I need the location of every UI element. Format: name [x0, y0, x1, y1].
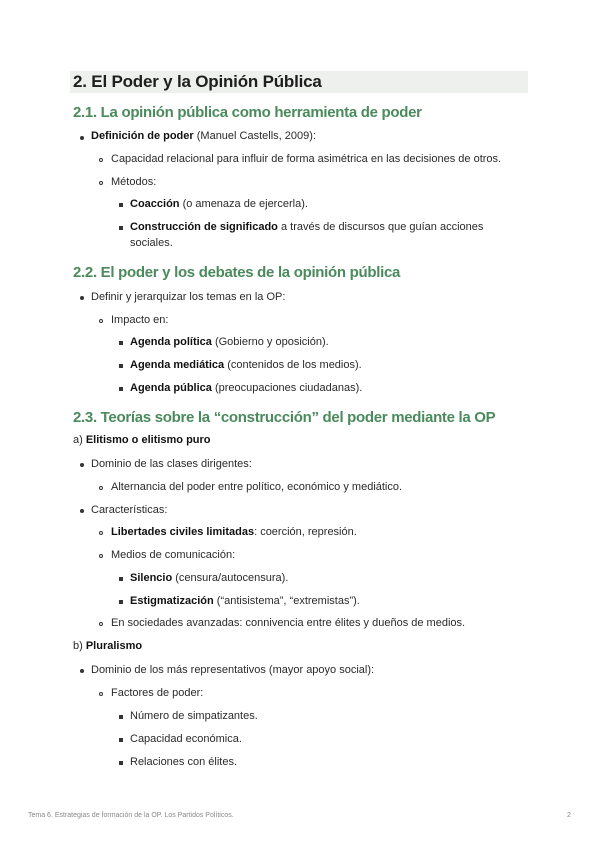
list-item-impacto: Impacto en:: [111, 314, 169, 326]
bullet-square: [119, 226, 123, 230]
list-item-capacidad: Capacidad relacional para influir de forma asimétrica en las decisiones de otros.: [111, 153, 502, 165]
subheading-a: [73, 433, 211, 448]
list-item-construccion: [130, 220, 483, 235]
bullet-circle: [99, 319, 103, 323]
text: b): [73, 640, 86, 652]
bold-term: Agenda mediática: [130, 359, 225, 371]
list-item-metodos: Métodos:: [111, 176, 157, 188]
page-number: 2: [567, 812, 571, 819]
section-heading: 2. El Poder y la Opinión Pública: [70, 71, 528, 93]
list-item-factor-3: Relaciones con élites.: [130, 756, 238, 768]
subsection-heading-2-1: 2.1. La opinión pública como herramienta de poder: [73, 104, 422, 121]
bullet-circle: [99, 486, 103, 490]
bullet-circle: [99, 531, 103, 535]
bullet-square: [119, 715, 123, 719]
list-item-factor-1: Número de simpatizantes.: [130, 710, 258, 722]
bold-term: Silencio: [130, 572, 173, 584]
text: : coerción, represión.: [254, 526, 357, 538]
list-item-sociedades: En sociedades avanzadas: connivencia entre élites y dueños de medios.: [111, 617, 466, 629]
text: (“antisistema”, “extremistas”).: [213, 595, 360, 607]
bullet-square: [119, 387, 123, 391]
list-item-definir: Definir y jerarquizar los temas en la OP:: [91, 291, 286, 303]
bold-term: Pluralismo: [85, 640, 143, 652]
bullet-square: [119, 341, 123, 345]
text: (preocupaciones ciudadanas).: [211, 382, 363, 394]
subsection-heading-2-2: 2.2. El poder y los debates de la opinión pública: [73, 264, 401, 281]
list-item-medios: Medios de comunicación:: [111, 549, 236, 561]
list-item-factor-2: Capacidad económica.: [130, 733, 242, 745]
bullet-disc: [80, 669, 84, 673]
list-item-factores: Factores de poder:: [111, 687, 204, 699]
list-item-agenda-publica: [130, 381, 362, 396]
bold-term: Coacción: [130, 198, 180, 210]
bullet-square: [119, 203, 123, 207]
subsection-heading-2-3: 2.3. Teorías sobre la “construcción” del poder mediante la OP: [73, 409, 496, 426]
bullet-circle: [99, 692, 103, 696]
list-item-estigmatizacion: [130, 594, 360, 609]
text: (contenidos de los medios).: [224, 359, 362, 371]
list-item-definicion: [91, 129, 316, 144]
bullet-disc: [80, 296, 84, 300]
bullet-circle: [99, 554, 103, 558]
bullet-circle: [99, 622, 103, 626]
bullet-square: [119, 761, 123, 765]
bullet-square: [119, 600, 123, 604]
list-item-construccion-cont: sociales.: [130, 237, 173, 249]
bold-term: Agenda política: [130, 336, 212, 348]
footer-text: Tema 6. Estrategias de formación de la OP. Los Partidos Políticos.: [28, 812, 234, 819]
list-item-alternancia: Alternancia del poder entre político, económico y mediático.: [111, 481, 403, 493]
list-item-dominio: Dominio de las clases dirigentes:: [91, 458, 252, 470]
bold-term: Elitismo o elitismo puro: [85, 434, 211, 446]
bullet-square: [119, 364, 123, 368]
bold-term: Libertades civiles limitadas: [111, 526, 255, 538]
bullet-circle: [99, 158, 103, 162]
bullet-circle: [99, 181, 103, 185]
list-item-coaccion: [130, 197, 308, 212]
list-item-agenda-politica: [130, 335, 329, 350]
bold-term: Definición de poder: [91, 130, 194, 142]
bullet-disc: [80, 136, 84, 140]
subheading-b: [73, 639, 142, 654]
list-item-dominio-representativos: Dominio de los más representativos (mayor apoyo social):: [91, 664, 375, 676]
bullet-disc: [80, 509, 84, 513]
bold-term: Construcción de significado: [130, 221, 278, 233]
text: (censura/autocensura).: [172, 572, 289, 584]
text: (Gobierno y oposición).: [211, 336, 329, 348]
text: (o amenaza de ejercerla).: [179, 198, 308, 210]
bold-term: Estigmatización: [130, 595, 214, 607]
bullet-square: [119, 577, 123, 581]
bold-term: Agenda pública: [130, 382, 212, 394]
text: a): [73, 434, 86, 446]
bullet-disc: [80, 463, 84, 467]
text: a través de discursos que guían acciones: [277, 221, 484, 233]
text: (Manuel Castells, 2009):: [193, 130, 316, 142]
list-item-libertades: [111, 525, 357, 540]
list-item-caracteristicas: Características:: [91, 504, 168, 516]
bullet-square: [119, 738, 123, 742]
list-item-agenda-mediatica: [130, 358, 362, 373]
list-item-silencio: [130, 571, 288, 586]
